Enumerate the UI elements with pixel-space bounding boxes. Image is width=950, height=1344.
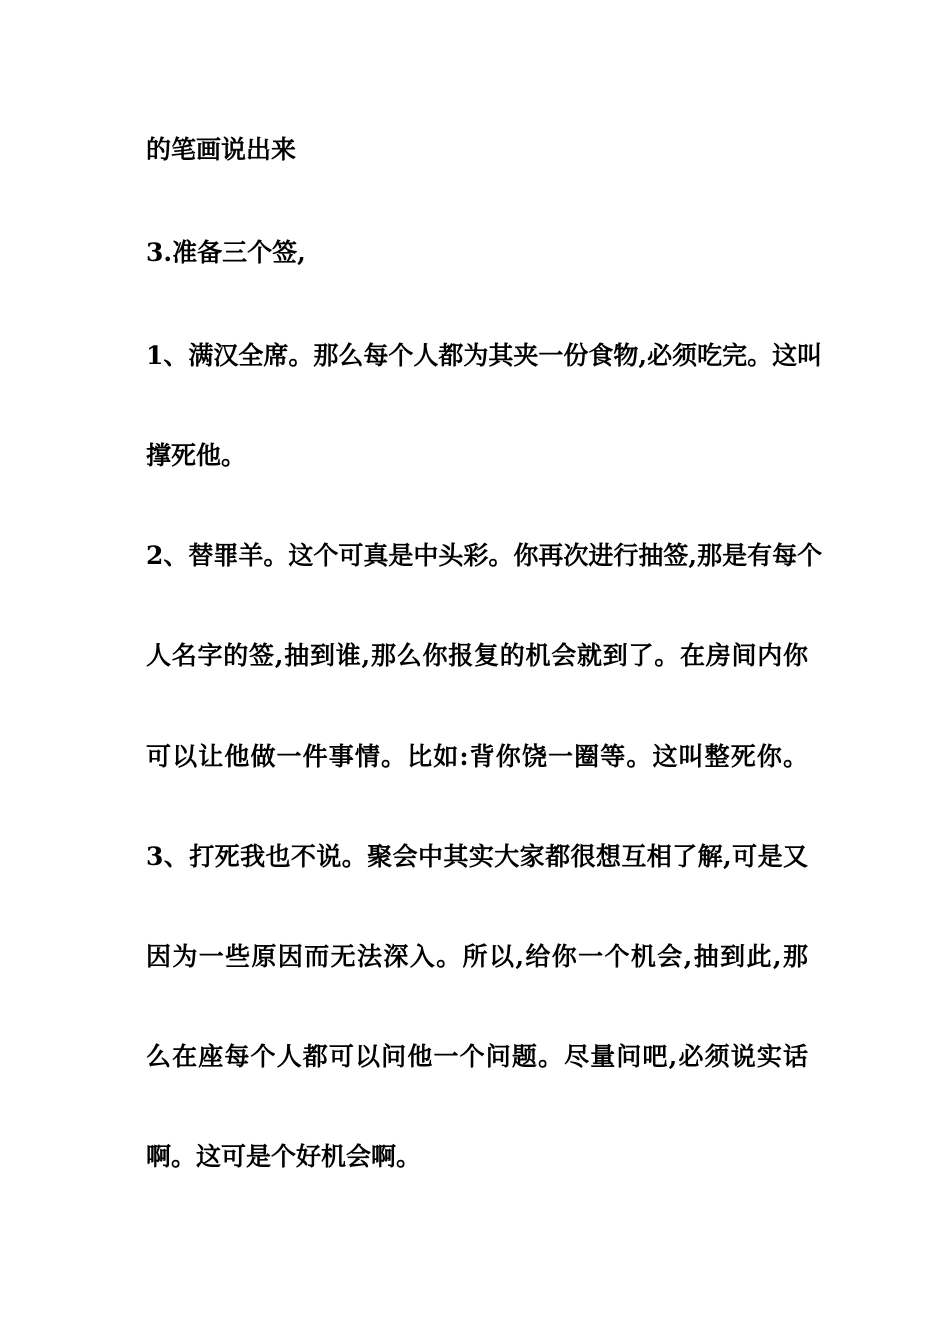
text-line: 么在座每个人都可以问他一个问题。尽量问吧,必须说实话 bbox=[146, 1042, 808, 1071]
text-line: 的笔画说出来 bbox=[146, 135, 297, 164]
text-line: 可以让他做一件事情。比如:背你饶一圈等。这叫整死你。 bbox=[146, 742, 808, 771]
text-line: 3、打死我也不说。聚会中其实大家都很想互相了解,可是又 bbox=[146, 842, 808, 871]
text-line: 因为一些原因而无法深入。所以,给你一个机会,抽到此,那 bbox=[146, 942, 808, 971]
text-line: 2、替罪羊。这个可真是中头彩。你再次进行抽签,那是有每个 bbox=[146, 541, 823, 570]
text-line: 撑死他。 bbox=[146, 441, 247, 470]
text-line: 人名字的签,抽到谁,那么你报复的机会就到了。在房间内你 bbox=[146, 641, 808, 670]
text-line: 啊。这可是个好机会啊。 bbox=[146, 1142, 422, 1171]
text-line: 3.准备三个签, bbox=[146, 238, 306, 267]
text-line: 1、满汉全席。那么每个人都为其夹一份食物,必须吃完。这叫 bbox=[146, 341, 823, 370]
